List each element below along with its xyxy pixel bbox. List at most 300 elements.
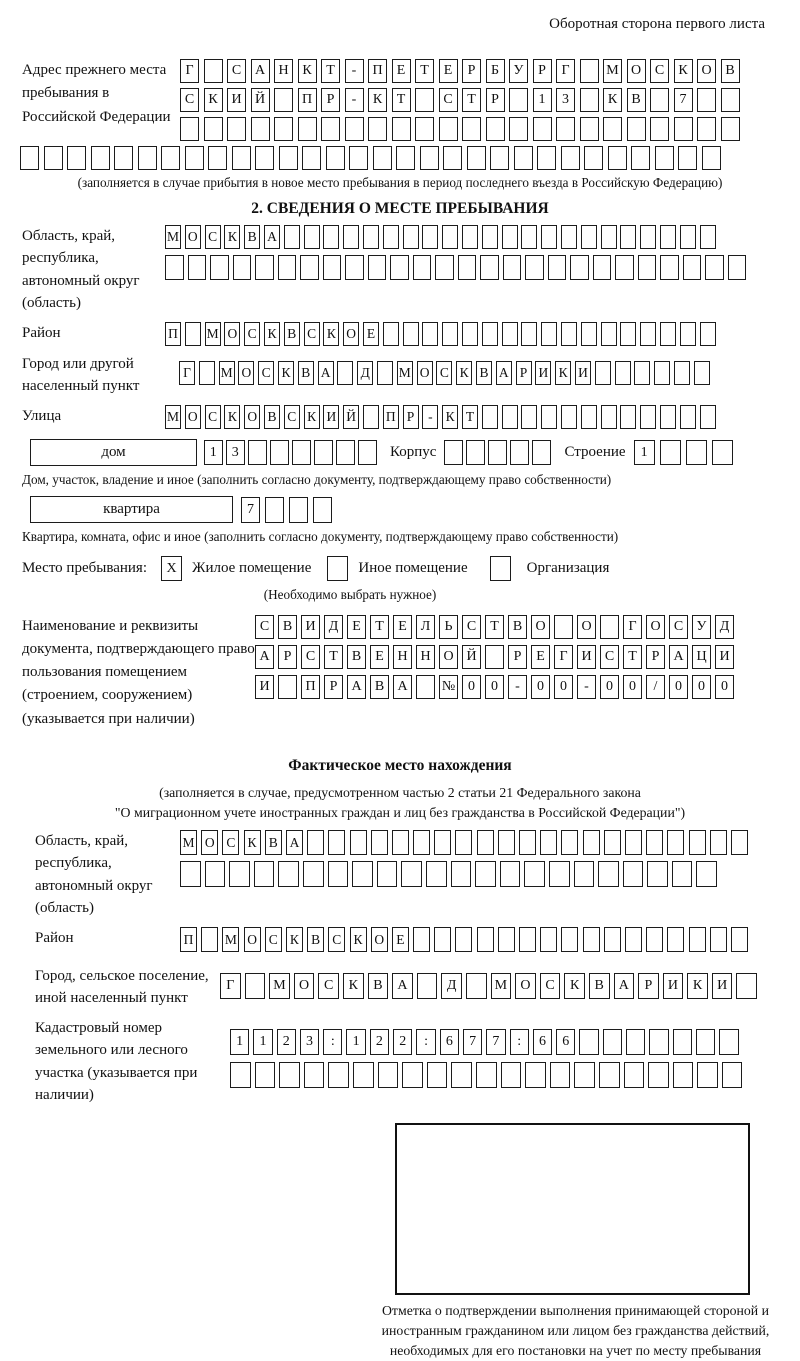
- char-cell[interactable]: И: [301, 615, 320, 639]
- house-type-box[interactable]: дом: [30, 439, 197, 466]
- char-cell[interactable]: [696, 861, 717, 887]
- char-cell[interactable]: [373, 146, 392, 170]
- char-cell[interactable]: [302, 146, 321, 170]
- char-cell[interactable]: [274, 117, 293, 141]
- char-cell[interactable]: [583, 830, 600, 855]
- char-cell[interactable]: [245, 973, 266, 999]
- char-cell[interactable]: [451, 861, 472, 887]
- char-cell[interactable]: [480, 255, 499, 280]
- char-cell[interactable]: О: [439, 645, 458, 669]
- char-cell[interactable]: [519, 830, 536, 855]
- char-cell[interactable]: К: [224, 225, 240, 249]
- char-cell[interactable]: М: [603, 59, 622, 83]
- char-cell[interactable]: [593, 255, 612, 280]
- char-cell[interactable]: [673, 1062, 694, 1088]
- char-cell[interactable]: К: [264, 322, 280, 346]
- char-cell[interactable]: [583, 927, 600, 952]
- char-cell[interactable]: Р: [508, 645, 527, 669]
- char-cell[interactable]: С: [439, 88, 458, 112]
- char-cell[interactable]: А: [392, 973, 413, 999]
- char-cell[interactable]: [326, 146, 345, 170]
- char-cell[interactable]: [581, 322, 597, 346]
- char-cell[interactable]: [336, 440, 355, 465]
- char-cell[interactable]: [416, 675, 435, 699]
- char-cell[interactable]: С: [540, 973, 561, 999]
- char-cell[interactable]: О: [697, 59, 716, 83]
- char-cell[interactable]: [439, 117, 458, 141]
- char-cell[interactable]: [694, 361, 710, 385]
- char-cell[interactable]: [300, 255, 319, 280]
- char-cell[interactable]: [700, 405, 716, 429]
- char-cell[interactable]: Р: [516, 361, 532, 385]
- char-cell[interactable]: [462, 225, 478, 249]
- char-cell[interactable]: [680, 405, 696, 429]
- char-cell[interactable]: С: [318, 973, 339, 999]
- char-cell[interactable]: А: [496, 361, 512, 385]
- char-cell[interactable]: [549, 861, 570, 887]
- char-cell[interactable]: [185, 146, 204, 170]
- char-cell[interactable]: Т: [623, 645, 642, 669]
- char-cell[interactable]: К: [244, 830, 261, 855]
- char-cell[interactable]: [323, 255, 342, 280]
- char-cell[interactable]: М: [205, 322, 221, 346]
- char-cell[interactable]: А: [251, 59, 270, 83]
- char-cell[interactable]: К: [687, 973, 708, 999]
- char-cell[interactable]: [625, 830, 642, 855]
- char-cell[interactable]: 0: [485, 675, 504, 699]
- char-cell[interactable]: К: [224, 405, 240, 429]
- char-cell[interactable]: [680, 225, 696, 249]
- char-cell[interactable]: [227, 117, 246, 141]
- char-cell[interactable]: [623, 861, 644, 887]
- char-cell[interactable]: [548, 255, 567, 280]
- char-cell[interactable]: 1: [253, 1029, 272, 1055]
- char-cell[interactable]: В: [278, 615, 297, 639]
- char-cell[interactable]: [627, 117, 646, 141]
- char-cell[interactable]: [540, 927, 557, 952]
- char-cell[interactable]: [683, 255, 702, 280]
- char-cell[interactable]: Р: [278, 645, 297, 669]
- char-cell[interactable]: Г: [556, 59, 575, 83]
- char-cell[interactable]: Е: [392, 927, 409, 952]
- char-cell[interactable]: №: [439, 675, 458, 699]
- char-cell[interactable]: [721, 117, 740, 141]
- char-cell[interactable]: [561, 927, 578, 952]
- char-cell[interactable]: [278, 675, 297, 699]
- char-cell[interactable]: [377, 861, 398, 887]
- char-cell[interactable]: В: [307, 927, 324, 952]
- char-cell[interactable]: [371, 830, 388, 855]
- char-cell[interactable]: С: [258, 361, 274, 385]
- char-cell[interactable]: [646, 830, 663, 855]
- char-cell[interactable]: [500, 861, 521, 887]
- char-cell[interactable]: [561, 830, 578, 855]
- char-cell[interactable]: [451, 1062, 472, 1088]
- char-cell[interactable]: [390, 255, 409, 280]
- char-cell[interactable]: А: [669, 645, 688, 669]
- char-cell[interactable]: [383, 225, 399, 249]
- char-cell[interactable]: [541, 322, 557, 346]
- char-cell[interactable]: [541, 225, 557, 249]
- char-cell[interactable]: 1: [533, 88, 552, 112]
- char-cell[interactable]: [655, 146, 674, 170]
- checkbox-inoe[interactable]: [327, 556, 348, 581]
- char-cell[interactable]: П: [368, 59, 387, 83]
- char-cell[interactable]: [482, 225, 498, 249]
- char-cell[interactable]: Д: [357, 361, 373, 385]
- char-cell[interactable]: [91, 146, 110, 170]
- char-cell[interactable]: [204, 117, 223, 141]
- char-cell[interactable]: [603, 1029, 622, 1055]
- char-cell[interactable]: К: [304, 405, 320, 429]
- char-cell[interactable]: [700, 322, 716, 346]
- char-cell[interactable]: О: [627, 59, 646, 83]
- char-cell[interactable]: О: [417, 361, 433, 385]
- char-cell[interactable]: 7: [486, 1029, 505, 1055]
- char-cell[interactable]: [640, 225, 656, 249]
- char-cell[interactable]: [161, 146, 180, 170]
- char-cell[interactable]: О: [185, 225, 201, 249]
- char-cell[interactable]: [488, 440, 507, 465]
- checkbox-organizatsiya[interactable]: [490, 556, 511, 581]
- char-cell[interactable]: [304, 1062, 325, 1088]
- char-cell[interactable]: В: [368, 973, 389, 999]
- char-cell[interactable]: [328, 830, 345, 855]
- char-cell[interactable]: [521, 225, 537, 249]
- char-cell[interactable]: [442, 225, 458, 249]
- char-cell[interactable]: [270, 440, 289, 465]
- char-cell[interactable]: [435, 255, 454, 280]
- char-cell[interactable]: Р: [321, 88, 340, 112]
- char-cell[interactable]: М: [269, 973, 290, 999]
- char-cell[interactable]: [581, 405, 597, 429]
- char-cell[interactable]: [615, 361, 631, 385]
- char-cell[interactable]: [672, 861, 693, 887]
- char-cell[interactable]: Т: [392, 88, 411, 112]
- char-cell[interactable]: [417, 973, 438, 999]
- char-cell[interactable]: [323, 225, 339, 249]
- char-cell[interactable]: М: [165, 225, 181, 249]
- char-cell[interactable]: 0: [669, 675, 688, 699]
- char-cell[interactable]: О: [343, 322, 359, 346]
- char-cell[interactable]: В: [476, 361, 492, 385]
- char-cell[interactable]: [345, 117, 364, 141]
- char-cell[interactable]: И: [712, 973, 733, 999]
- char-cell[interactable]: К: [674, 59, 693, 83]
- char-cell[interactable]: 0: [462, 675, 481, 699]
- char-cell[interactable]: Р: [646, 645, 665, 669]
- char-cell[interactable]: Ц: [692, 645, 711, 669]
- char-cell[interactable]: [719, 1029, 738, 1055]
- char-cell[interactable]: 0: [531, 675, 550, 699]
- char-cell[interactable]: У: [509, 59, 528, 83]
- char-cell[interactable]: Р: [462, 59, 481, 83]
- char-cell[interactable]: [304, 225, 320, 249]
- char-cell[interactable]: [660, 405, 676, 429]
- char-cell[interactable]: Е: [370, 645, 389, 669]
- char-cell[interactable]: [736, 973, 757, 999]
- char-cell[interactable]: 7: [463, 1029, 482, 1055]
- char-cell[interactable]: О: [577, 615, 596, 639]
- char-cell[interactable]: [353, 1062, 374, 1088]
- char-cell[interactable]: М: [180, 830, 197, 855]
- char-cell[interactable]: А: [318, 361, 334, 385]
- char-cell[interactable]: [289, 497, 308, 523]
- char-cell[interactable]: О: [515, 973, 536, 999]
- char-cell[interactable]: [337, 361, 353, 385]
- char-cell[interactable]: :: [323, 1029, 342, 1055]
- char-cell[interactable]: [631, 146, 650, 170]
- char-cell[interactable]: [640, 405, 656, 429]
- char-cell[interactable]: 2: [370, 1029, 389, 1055]
- char-cell[interactable]: [303, 861, 324, 887]
- char-cell[interactable]: [601, 225, 617, 249]
- char-cell[interactable]: [680, 322, 696, 346]
- char-cell[interactable]: В: [298, 361, 314, 385]
- checkbox-zhiloe[interactable]: X: [161, 556, 182, 581]
- char-cell[interactable]: С: [222, 830, 239, 855]
- char-cell[interactable]: И: [577, 645, 596, 669]
- char-cell[interactable]: [232, 146, 251, 170]
- char-cell[interactable]: И: [227, 88, 246, 112]
- char-cell[interactable]: О: [294, 973, 315, 999]
- char-cell[interactable]: В: [589, 973, 610, 999]
- char-cell[interactable]: [561, 405, 577, 429]
- char-cell[interactable]: С: [205, 225, 221, 249]
- char-cell[interactable]: [254, 861, 275, 887]
- char-cell[interactable]: [427, 1062, 448, 1088]
- char-cell[interactable]: [255, 146, 274, 170]
- char-cell[interactable]: [350, 830, 367, 855]
- char-cell[interactable]: [358, 440, 377, 465]
- char-cell[interactable]: [20, 146, 39, 170]
- char-cell[interactable]: К: [442, 405, 458, 429]
- char-cell[interactable]: П: [180, 927, 197, 952]
- char-cell[interactable]: [710, 927, 727, 952]
- char-cell[interactable]: Г: [623, 615, 642, 639]
- char-cell[interactable]: Д: [441, 973, 462, 999]
- char-cell[interactable]: П: [383, 405, 399, 429]
- char-cell[interactable]: [598, 861, 619, 887]
- char-cell[interactable]: [392, 117, 411, 141]
- char-cell[interactable]: [541, 405, 557, 429]
- char-cell[interactable]: [667, 830, 684, 855]
- char-cell[interactable]: [660, 225, 676, 249]
- char-cell[interactable]: Е: [393, 615, 412, 639]
- char-cell[interactable]: [420, 146, 439, 170]
- char-cell[interactable]: [514, 146, 533, 170]
- char-cell[interactable]: Т: [462, 405, 478, 429]
- char-cell[interactable]: [233, 255, 252, 280]
- char-cell[interactable]: [352, 861, 373, 887]
- char-cell[interactable]: [521, 322, 537, 346]
- char-cell[interactable]: [624, 1062, 645, 1088]
- char-cell[interactable]: К: [286, 927, 303, 952]
- char-cell[interactable]: И: [663, 973, 684, 999]
- char-cell[interactable]: [458, 255, 477, 280]
- char-cell[interactable]: [67, 146, 86, 170]
- char-cell[interactable]: [601, 405, 617, 429]
- char-cell[interactable]: [442, 322, 458, 346]
- char-cell[interactable]: С: [205, 405, 221, 429]
- char-cell[interactable]: [255, 1062, 276, 1088]
- apartment-type-box[interactable]: квартира: [30, 496, 233, 523]
- char-cell[interactable]: [674, 361, 690, 385]
- char-cell[interactable]: [705, 255, 724, 280]
- char-cell[interactable]: А: [614, 973, 635, 999]
- char-cell[interactable]: Г: [554, 645, 573, 669]
- char-cell[interactable]: [626, 1029, 645, 1055]
- char-cell[interactable]: [278, 255, 297, 280]
- char-cell[interactable]: [689, 927, 706, 952]
- char-cell[interactable]: [561, 322, 577, 346]
- char-cell[interactable]: С: [265, 927, 282, 952]
- char-cell[interactable]: [502, 225, 518, 249]
- char-cell[interactable]: [574, 1062, 595, 1088]
- char-cell[interactable]: И: [715, 645, 734, 669]
- char-cell[interactable]: Т: [462, 88, 481, 112]
- char-cell[interactable]: [696, 1029, 715, 1055]
- char-cell[interactable]: М: [222, 927, 239, 952]
- char-cell[interactable]: [363, 405, 379, 429]
- char-cell[interactable]: 0: [692, 675, 711, 699]
- char-cell[interactable]: [328, 1062, 349, 1088]
- char-cell[interactable]: Р: [533, 59, 552, 83]
- char-cell[interactable]: [349, 146, 368, 170]
- char-cell[interactable]: [650, 88, 669, 112]
- char-cell[interactable]: [343, 225, 359, 249]
- char-cell[interactable]: О: [238, 361, 254, 385]
- char-cell[interactable]: [204, 59, 223, 83]
- char-cell[interactable]: [477, 927, 494, 952]
- char-cell[interactable]: [274, 88, 293, 112]
- char-cell[interactable]: [556, 117, 575, 141]
- char-cell[interactable]: [503, 255, 522, 280]
- char-cell[interactable]: [485, 645, 504, 669]
- char-cell[interactable]: С: [301, 645, 320, 669]
- char-cell[interactable]: [426, 861, 447, 887]
- char-cell[interactable]: Е: [531, 645, 550, 669]
- char-cell[interactable]: С: [244, 322, 260, 346]
- char-cell[interactable]: Т: [370, 615, 389, 639]
- char-cell[interactable]: В: [627, 88, 646, 112]
- char-cell[interactable]: Е: [347, 615, 366, 639]
- char-cell[interactable]: [689, 830, 706, 855]
- char-cell[interactable]: Й: [251, 88, 270, 112]
- char-cell[interactable]: :: [510, 1029, 529, 1055]
- char-cell[interactable]: [697, 117, 716, 141]
- char-cell[interactable]: О: [224, 322, 240, 346]
- char-cell[interactable]: 3: [300, 1029, 319, 1055]
- char-cell[interactable]: [475, 861, 496, 887]
- char-cell[interactable]: [697, 1062, 718, 1088]
- char-cell[interactable]: [466, 973, 487, 999]
- char-cell[interactable]: :: [416, 1029, 435, 1055]
- char-cell[interactable]: И: [323, 405, 339, 429]
- char-cell[interactable]: Н: [274, 59, 293, 83]
- char-cell[interactable]: Й: [462, 645, 481, 669]
- char-cell[interactable]: [378, 1062, 399, 1088]
- char-cell[interactable]: С: [284, 405, 300, 429]
- char-cell[interactable]: Т: [415, 59, 434, 83]
- char-cell[interactable]: [649, 1029, 668, 1055]
- char-cell[interactable]: А: [393, 675, 412, 699]
- char-cell[interactable]: Н: [416, 645, 435, 669]
- char-cell[interactable]: [620, 322, 636, 346]
- char-cell[interactable]: [199, 361, 215, 385]
- char-cell[interactable]: Г: [179, 361, 195, 385]
- char-cell[interactable]: Е: [439, 59, 458, 83]
- char-cell[interactable]: [422, 225, 438, 249]
- char-cell[interactable]: [313, 497, 332, 523]
- char-cell[interactable]: [721, 88, 740, 112]
- char-cell[interactable]: К: [343, 973, 364, 999]
- char-cell[interactable]: С: [436, 361, 452, 385]
- char-cell[interactable]: М: [397, 361, 413, 385]
- char-cell[interactable]: В: [508, 615, 527, 639]
- char-cell[interactable]: С: [600, 645, 619, 669]
- char-cell[interactable]: С: [255, 615, 274, 639]
- char-cell[interactable]: Т: [321, 59, 340, 83]
- char-cell[interactable]: [533, 117, 552, 141]
- char-cell[interactable]: [524, 861, 545, 887]
- char-cell[interactable]: [604, 830, 621, 855]
- char-cell[interactable]: [279, 146, 298, 170]
- char-cell[interactable]: [292, 440, 311, 465]
- char-cell[interactable]: [604, 927, 621, 952]
- char-cell[interactable]: [581, 225, 597, 249]
- char-cell[interactable]: [608, 146, 627, 170]
- char-cell[interactable]: 2: [393, 1029, 412, 1055]
- char-cell[interactable]: -: [422, 405, 438, 429]
- char-cell[interactable]: В: [284, 322, 300, 346]
- char-cell[interactable]: [722, 1062, 743, 1088]
- char-cell[interactable]: [415, 117, 434, 141]
- char-cell[interactable]: 7: [674, 88, 693, 112]
- char-cell[interactable]: В: [370, 675, 389, 699]
- char-cell[interactable]: [510, 440, 529, 465]
- char-cell[interactable]: [603, 117, 622, 141]
- char-cell[interactable]: 1: [204, 440, 223, 465]
- char-cell[interactable]: К: [204, 88, 223, 112]
- char-cell[interactable]: [646, 927, 663, 952]
- char-cell[interactable]: О: [646, 615, 665, 639]
- char-cell[interactable]: [230, 1062, 251, 1088]
- char-cell[interactable]: 1: [634, 440, 655, 465]
- char-cell[interactable]: [401, 861, 422, 887]
- char-cell[interactable]: [114, 146, 133, 170]
- char-cell[interactable]: [615, 255, 634, 280]
- char-cell[interactable]: [673, 1029, 692, 1055]
- char-cell[interactable]: [674, 117, 693, 141]
- char-cell[interactable]: [413, 830, 430, 855]
- char-cell[interactable]: [702, 146, 721, 170]
- char-cell[interactable]: [321, 117, 340, 141]
- char-cell[interactable]: [402, 1062, 423, 1088]
- char-cell[interactable]: [710, 830, 727, 855]
- char-cell[interactable]: [205, 861, 226, 887]
- char-cell[interactable]: [660, 322, 676, 346]
- char-cell[interactable]: 1: [346, 1029, 365, 1055]
- char-cell[interactable]: М: [219, 361, 235, 385]
- char-cell[interactable]: С: [227, 59, 246, 83]
- char-cell[interactable]: [462, 322, 478, 346]
- char-cell[interactable]: [383, 322, 399, 346]
- char-cell[interactable]: В: [721, 59, 740, 83]
- char-cell[interactable]: [165, 255, 184, 280]
- char-cell[interactable]: [201, 927, 218, 952]
- char-cell[interactable]: [265, 497, 284, 523]
